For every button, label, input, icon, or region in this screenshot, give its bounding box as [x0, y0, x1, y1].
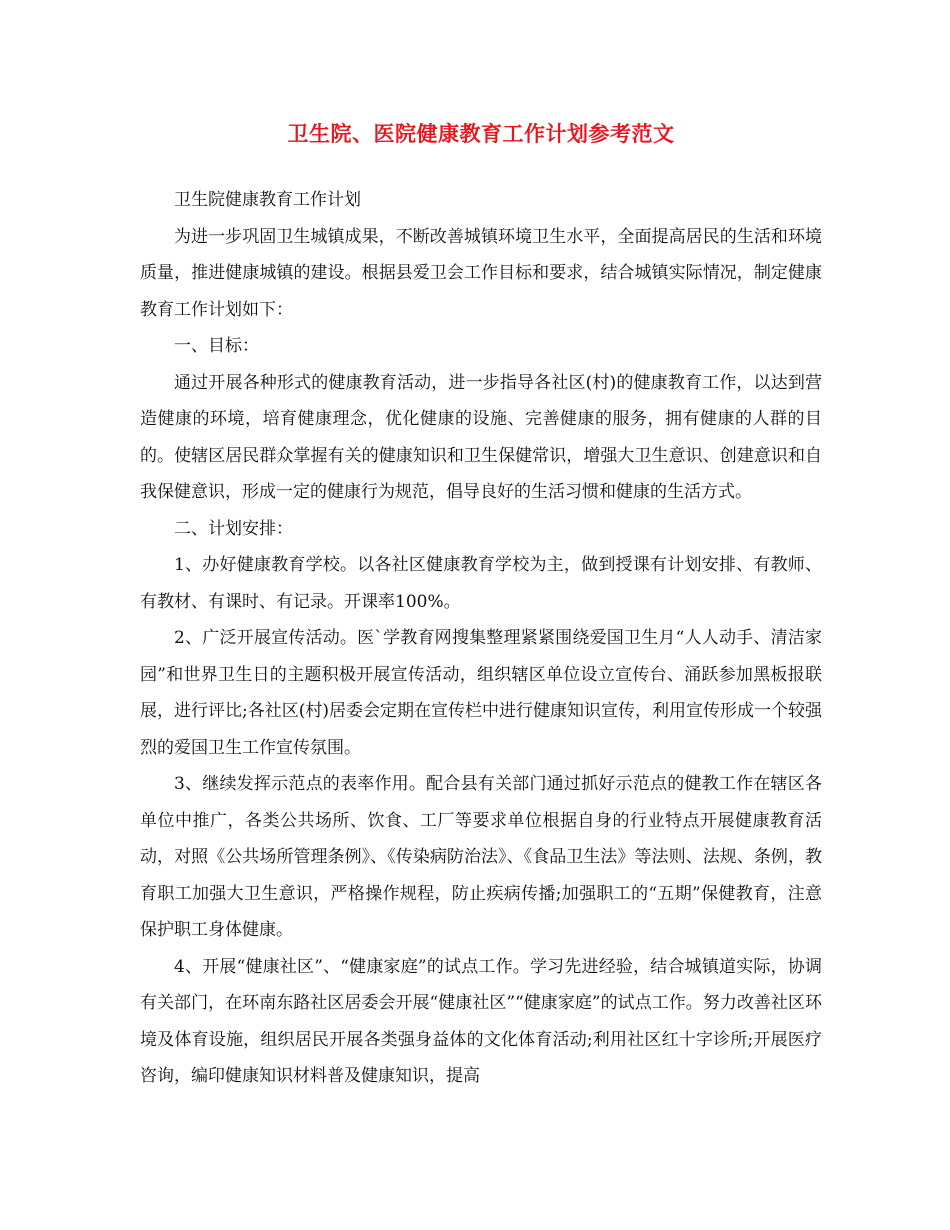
intro-paragraph: 为进一步巩固卫生城镇成果，不断改善城镇环境卫生水平，全面提高居民的生活和环境质量，推进健康城镇的建设。根据县爱卫会工作目标和要求，结合城镇实际情况，制定健康教育工作计划如下： — [140, 226, 822, 320]
section-heading-plan: 二、计划安排： — [174, 518, 293, 539]
goals-paragraph: 通过开展各种形式的健康教育活动，进一步指导各社区(村)的健康教育工作，以达到营造健康的环境，培育健康理念，优化健康的设施、完善健康的服务，拥有健康的人群的目的。使辖区居民群众掌握有关的健康知识和卫生保健常识，增强大卫生意识、创建意识和自我保健意识，形成一定的健康行为规范，倡导良好的生活习惯和健康的生活方式。 — [140, 372, 822, 502]
plan-item-2: 2、广泛开展宣传活动。医`学教育网搜集整理紧紧围绕爱国卫生月“人人动手、清洁家园”和世界卫生日的主题积极开展宣传活动，组织辖区单位设立宣传台、涌跃参加黑板报联展，进行评比;各社区(村)居委会定期在宣传栏中进行健康知识宣传，利用宣传形成一个较强烈的爱国卫生工作宣传氛围。 — [140, 628, 822, 758]
plan-item-3: 3、继续发挥示范点的表率作用。配合县有关部门通过抓好示范点的健教工作在辖区各单位中推广，各类公共场所、饮食、工厂等要求单位根据自身的行业特点开展健康教育活动，对照《公共场所管理条例》、《传染病防治法》、《食品卫生法》等法则、法规、条例，教育职工加强大卫生意识，严格操作规程，防止疾病传播;加强职工的“五期”保健教育，注意保护职工身体健康。 — [140, 774, 822, 940]
plan-item-1: 1、办好健康教育学校。以各社区健康教育学校为主，做到授课有计划安排、有教师、有教材、有课时、有记录。开课率100%。 — [140, 555, 822, 612]
subtitle-paragraph: 卫生院健康教育工作计划 — [174, 190, 361, 210]
plan-item-4: 4、开展“健康社区”、“健康家庭”的试点工作。学习先进经验，结合城镇道实际，协调有关部门，在环南东路社区居委会开展“健康社区”“健康家庭”的试点工作。努力改善社区环境及体育设施，组织居民开展各类强身益体的文化体育活动;利用社区红十字诊所;开展医疗咨询，编印健康知识材料普及健康知识，提高 — [140, 956, 822, 1086]
section-heading-goals: 一、目标： — [174, 336, 259, 356]
document-title: 卫生院、医院健康教育工作计划参考范文 — [287, 121, 675, 146]
